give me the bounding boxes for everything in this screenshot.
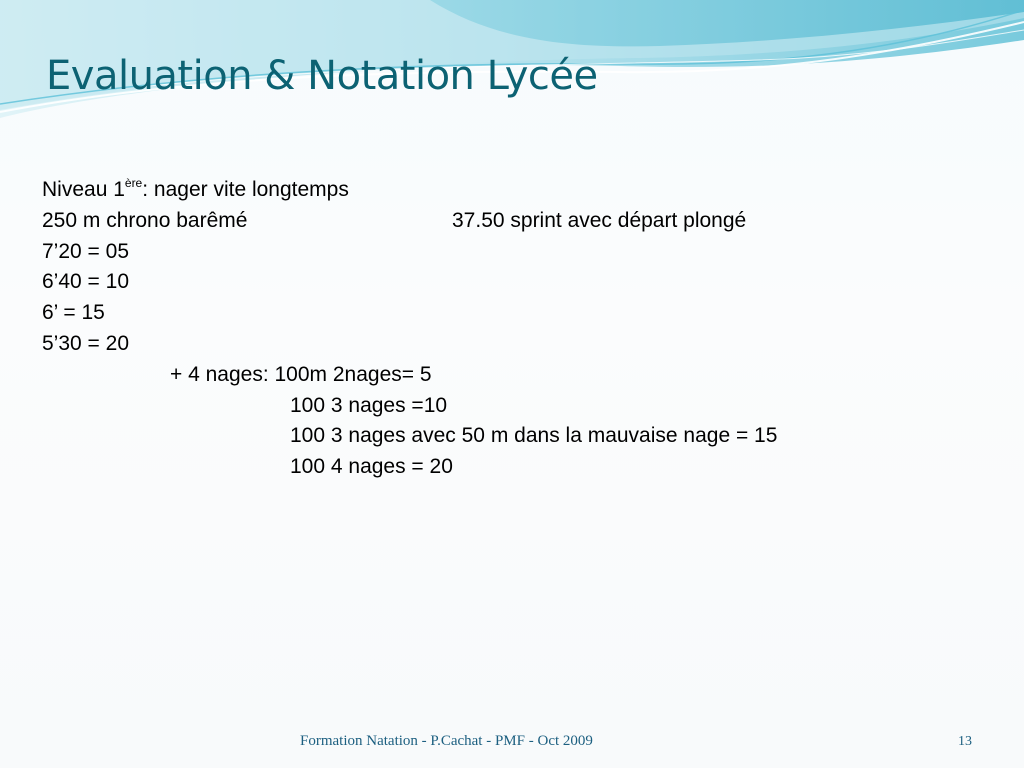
level-line	[42, 175, 777, 206]
level-prefix: Niveau 1	[42, 178, 125, 201]
chrono-label: 250 m chrono barêmé	[42, 208, 248, 232]
level-suffix: : nager vite longtemps	[142, 178, 349, 201]
score-line: 7’20 = 05	[42, 239, 129, 263]
chrono-line	[42, 206, 777, 237]
slide-title: Evaluation & Notation Lycée	[46, 53, 598, 99]
score-line: 6’40 = 10	[42, 270, 129, 294]
nages-line: 100 4 nages = 20	[290, 455, 453, 479]
sprint-label: 37.50 sprint avec départ plongé	[452, 208, 747, 232]
slide-footer: Formation Natation - P.Cachat - PMF - Oct 2009	[300, 733, 593, 749]
page-number: 13	[958, 734, 972, 749]
nages-line: 100 3 nages =10	[290, 393, 448, 417]
score-line: 5’30 = 20	[42, 331, 129, 355]
nages-line: 100 3 nages avec 50 m dans la mauvaise nage = 15	[290, 424, 778, 448]
nages-header: + 4 nages: 100m 2nages= 5	[170, 362, 432, 386]
slide-body	[42, 175, 777, 483]
score-line: 6’ = 15	[42, 301, 105, 325]
level-superscript: ère	[124, 176, 143, 190]
